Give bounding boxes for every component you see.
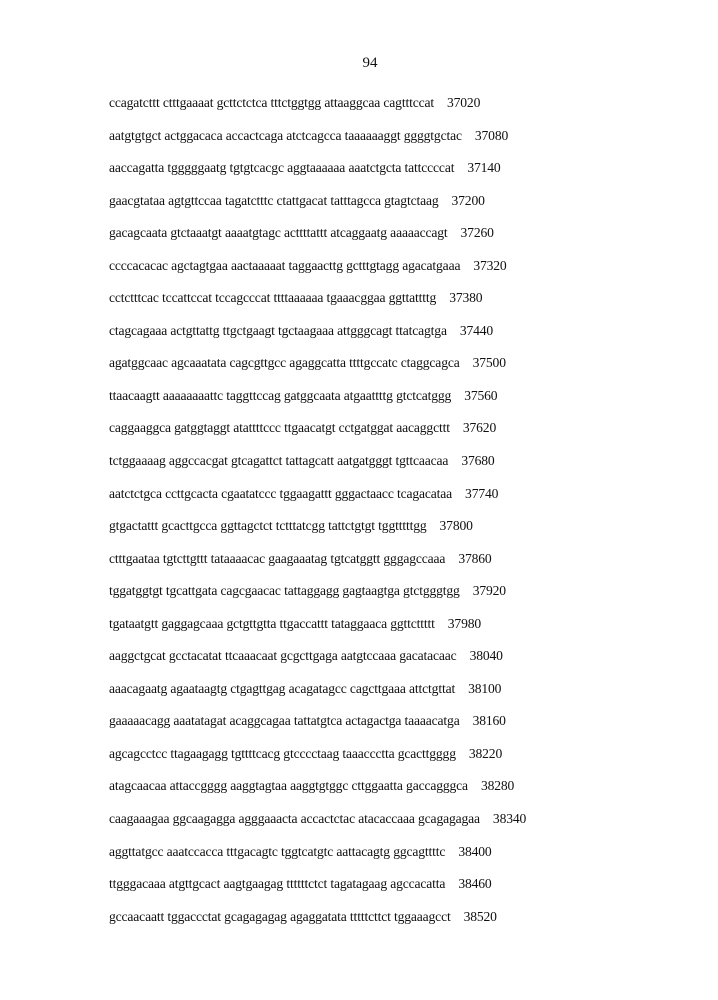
sequence-position: 37380 [449,290,483,306]
sequence-line [109,614,526,647]
sequence-line [109,451,526,484]
sequence-position: 38280 [480,778,515,794]
sequence-position: 37140 [467,160,501,176]
sequence-text: tctggaaaag aggccacgat gtcagattct tattagcatt aatgatgggt tgttcaacaa [109,453,449,469]
sequence-line [109,907,526,940]
sequence-line [109,549,526,582]
sequence-line [109,809,526,842]
sequence-position: 38340 [492,811,527,827]
sequence-line [109,386,526,419]
sequence-text: ttgggacaaa atgttgcact aagtgaagag ttttttctct tagatagaag agccacatta [109,876,446,892]
sequence-line [109,353,526,386]
sequence-line [109,516,526,549]
sequence-position: 37680 [461,453,495,469]
sequence-line [109,842,526,875]
sequence-text: aatgtgtgct actggacaca accactcaga atctcagcca taaaaaaggt ggggtgctac [109,127,462,143]
sequence-position: 38040 [469,648,503,664]
sequence-position: 37800 [439,518,473,534]
sequence-line [109,581,526,614]
sequence-line [109,484,526,517]
sequence-text: agcagcctcc ttagaagagg tgttttcacg gtcccctaag taaaccctta gcacttgggg [109,745,456,761]
sequence-text: gacagcaata gtctaaatgt aaaatgtagc acttttattt atcaggaatg aaaaaccagt [109,225,448,241]
sequence-position: 37560 [464,387,498,403]
sequence-line [109,711,526,744]
sequence-text: agatggcaac agcaaatata cagcgttgcc agaggcatta ttttgccatc ctaggcagca [109,355,460,371]
sequence-listing [109,93,526,939]
sequence-text: gaaaaacagg aaatatagat acaggcagaa tattatgtca actagactga taaaacatga [109,713,460,729]
sequence-line [109,126,526,159]
sequence-line [109,646,526,679]
sequence-position: 37200 [451,192,485,208]
sequence-text: aggttatgcc aaatccacca tttgacagtc tggtcatgtc aattacagtg ggcagttttc [109,843,446,859]
sequence-text: aatctctgca ccttgcacta cgaatatccc tggaagattt gggactaacc tcagacataa [109,485,453,501]
sequence-position: 37920 [472,583,506,599]
sequence-text: ccccacacac agctagtgaa aactaaaaat taggaacttg gctttgtagg agacatgaaa [109,257,461,273]
sequence-text: gaacgtataa agtgttccaa tagatctttc ctattgacat tatttagcca gtagtctaag [109,192,439,208]
sequence-line [109,158,526,191]
sequence-text: tgataatgtt gaggagcaaa gctgttgtta ttgaccattt tataggaaca ggttcttttt [109,615,435,631]
sequence-line [109,288,526,321]
sequence-text: aaggctgcat gcctacatat ttcaaacaat gcgcttgaga aatgtccaaa gacatacaac [109,648,457,664]
sequence-text: ctagcagaaa actgttattg ttgctgaagt tgctaagaaa attgggcagt ttatcagtga [109,322,447,338]
sequence-line [109,744,526,777]
sequence-position: 37080 [474,127,509,143]
sequence-position: 37740 [465,485,499,501]
sequence-position: 37020 [446,95,481,110]
sequence-position: 38460 [458,876,492,892]
sequence-text: atagcaacaa attaccgggg aaggtagtaa aaggtgtggc cttggaatta gaccagggca [109,778,468,794]
sequence-text: aaccagatta tgggggaatg tgtgtcacgc aggtaaaaaa aaatctgcta tattccccat [109,160,455,176]
sequence-line [109,679,526,712]
sequence-text: caagaaagaa ggcaagagga agggaaacta accactctac atacaccaaa gcagagagaa [109,811,480,827]
sequence-position: 37260 [460,225,494,241]
sequence-position: 37860 [458,550,492,566]
sequence-position: 37500 [472,355,506,371]
sequence-line [109,223,526,256]
page-number: 94 [362,55,378,71]
sequence-position: 38100 [468,680,502,696]
sequence-text: ttaacaagtt aaaaaaaattc taggttccag gatggcaata atgaattttg gtctcatggg [109,387,452,403]
sequence-line [109,418,526,451]
sequence-position: 38520 [463,908,497,924]
sequence-position: 38160 [472,713,506,729]
sequence-text: gtgactattt gcacttgcca ggttagctct tctttatcgg tattctgtgt tggtttttgg [109,518,427,534]
sequence-line [109,191,526,224]
sequence-position: 37320 [473,257,507,273]
sequence-text: cctctttcac tccattccat tccagcccat ttttaaaaaa tgaaacggaa ggttattttg [109,290,437,306]
sequence-text: ctttgaataa tgtcttgttt tataaaacac gaagaaatag tgtcatggtt gggagccaaa [109,550,446,566]
sequence-line [109,776,526,809]
sequence-line [109,93,526,126]
sequence-position: 38220 [468,745,503,761]
sequence-text: tggatggtgt tgcattgata cagcgaacac tattaggagg gagtaagtga gtctgggtgg [109,583,460,599]
sequence-text: caggaaggca gatggtaggt atattttccc ttgaacatgt cctgatggat aacaggcttt [109,420,450,436]
sequence-line [109,256,526,289]
sequence-text: ccagatcttt ctttgaaaat gcttctctca tttctggtgg attaaggcaa cagtttccat [109,95,434,110]
sequence-position: 37980 [447,615,482,631]
sequence-position: 38400 [458,843,492,859]
sequence-line [109,321,526,354]
sequence-line [109,874,526,907]
sequence-position: 37440 [459,322,494,338]
sequence-text: aaacagaatg agaataagtg ctgagttgag acagatagcc cagcttgaaa attctgttat [109,680,456,696]
sequence-text: gccaacaatt tggaccctat gcagagagag agaggatata tttttcttct tggaaagcct [109,908,451,924]
sequence-position: 37620 [462,420,497,436]
